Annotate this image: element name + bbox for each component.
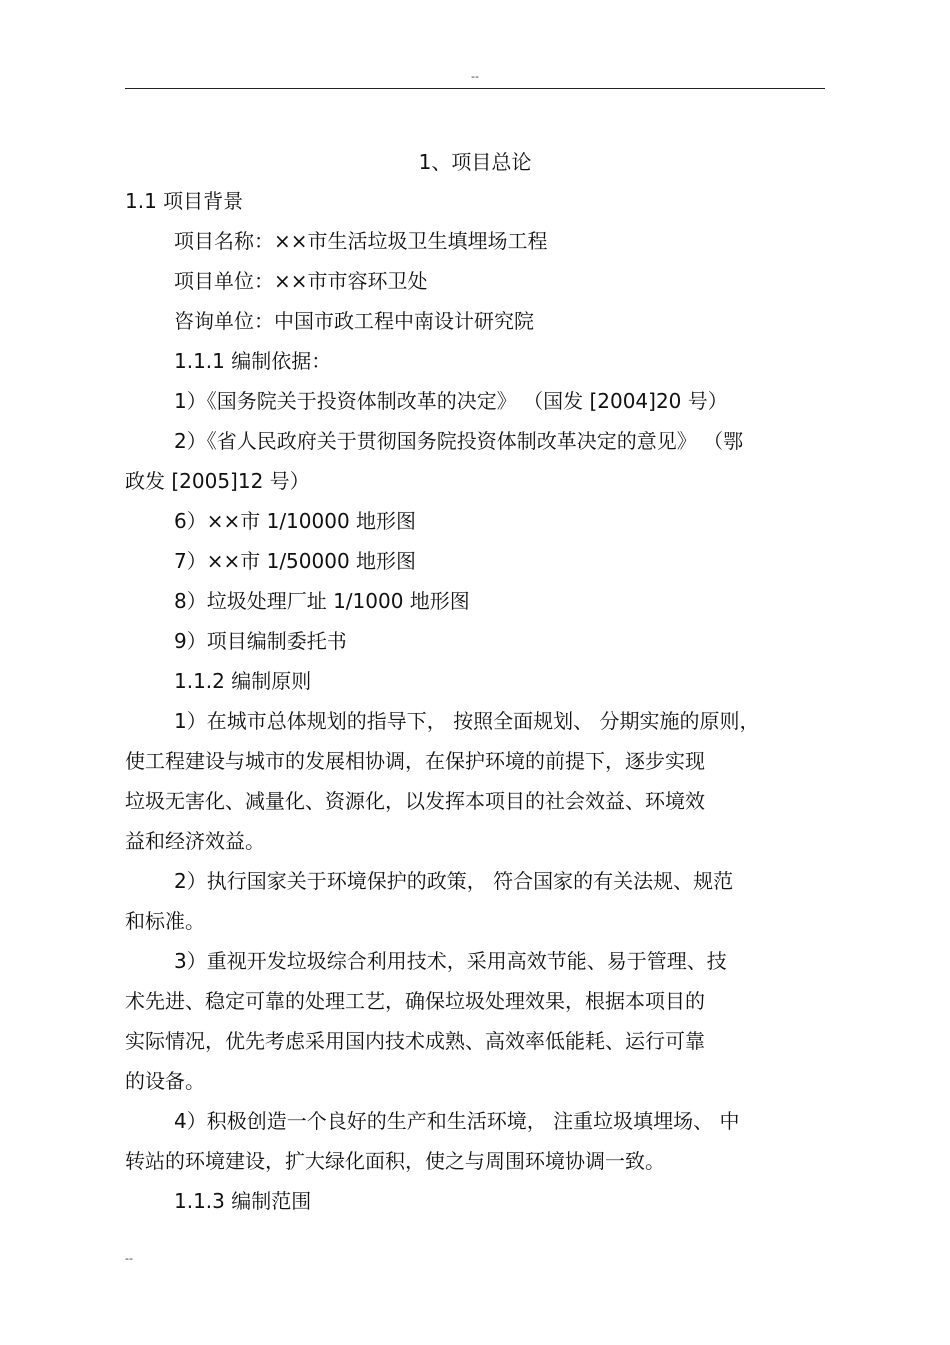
principle-4-line-1: 4）积极创造一个良好的生产和生活环境， 注重垃圾填埋场、 中 bbox=[174, 1109, 740, 1133]
basis-item-6: 6）××市 1/10000 地形图 bbox=[174, 509, 417, 533]
principle-4-line-2: 转站的环境建设，扩大绿化面积，使之与周围环境协调一致。 bbox=[125, 1149, 665, 1173]
header-rule bbox=[125, 88, 825, 89]
project-name: 项目名称：××市生活垃圾卫生填埋场工程 bbox=[174, 229, 548, 253]
principle-1-line-3: 垃圾无害化、减量化、资源化，以发挥本项目的社会效益、环境效 bbox=[125, 789, 705, 813]
section-title: 1、项目总论 bbox=[418, 150, 532, 174]
heading-1-1-1: 1.1.1 编制依据： bbox=[174, 349, 332, 373]
principle-3-line-4: 的设备。 bbox=[125, 1069, 205, 1093]
basis-item-7: 7）××市 1/50000 地形图 bbox=[174, 549, 417, 573]
consulting-unit: 咨询单位：中国市政工程中南设计研究院 bbox=[174, 309, 534, 333]
basis-item-1: 1）《国务院关于投资体制改革的决定》 （国发 [2004]20 号） bbox=[174, 389, 728, 413]
principle-3-line-1: 3）重视开发垃圾综合利用技术，采用高效节能、易于管理、技 bbox=[174, 949, 727, 973]
principle-1-line-1: 1）在城市总体规划的指导下， 按照全面规划、 分期实施的原则， bbox=[174, 709, 760, 733]
basis-item-9: 9）项目编制委托书 bbox=[174, 629, 347, 653]
principle-1-line-4: 益和经济效益。 bbox=[125, 829, 265, 853]
principle-2-line-1: 2）执行国家关于环境保护的政策， 符合国家的有关法规、规范 bbox=[174, 869, 734, 893]
basis-item-8: 8）垃圾处理厂址 1/1000 地形图 bbox=[174, 589, 470, 613]
heading-1-1-2: 1.1.2 编制原则 bbox=[174, 669, 312, 693]
heading-1-1: 1.1 项目背景 bbox=[125, 189, 244, 213]
footer-mark: -- bbox=[125, 1252, 133, 1265]
basis-item-2-cont: 政发 [2005]12 号） bbox=[125, 469, 310, 493]
principle-2-line-2: 和标准。 bbox=[125, 909, 205, 933]
header-mark: -- bbox=[471, 70, 479, 83]
basis-item-2: 2）《省人民政府关于贯彻国务院投资体制改革决定的意见》 （鄂 bbox=[174, 429, 744, 453]
project-unit: 项目单位：××市市容环卫处 bbox=[174, 269, 428, 293]
heading-1-1-3: 1.1.3 编制范围 bbox=[174, 1189, 312, 1213]
principle-1-line-2: 使工程建设与城市的发展相协调，在保护环境的前提下，逐步实现 bbox=[125, 749, 705, 773]
principle-3-line-2: 术先进、稳定可靠的处理工艺，确保垃圾处理效果，根据本项目的 bbox=[125, 989, 705, 1013]
principle-3-line-3: 实际情况，优先考虑采用国内技术成熟、高效率低能耗、运行可靠 bbox=[125, 1029, 705, 1053]
